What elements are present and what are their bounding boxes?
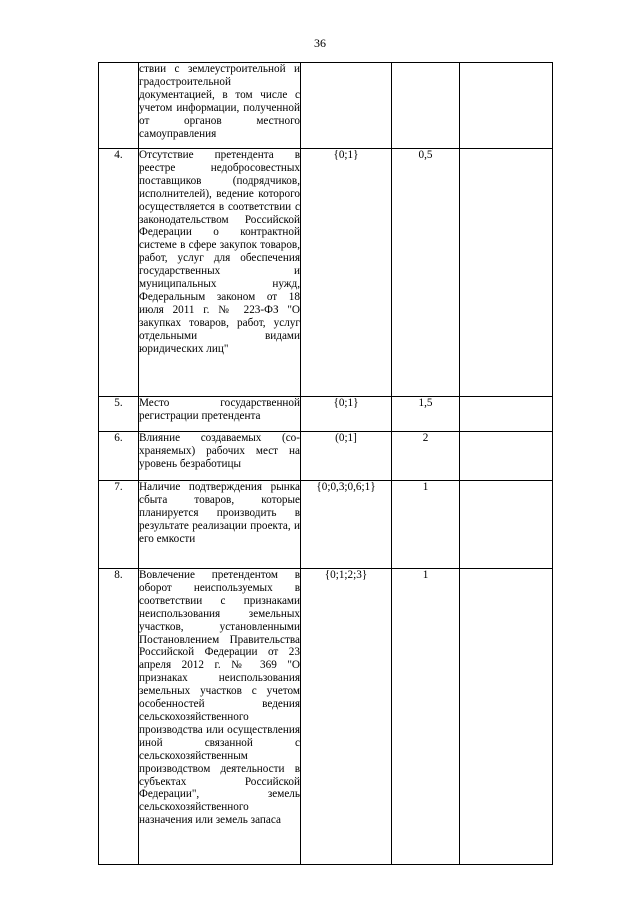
row-number: 6. [99,432,139,481]
criterion-values: {0;0,3;0,6;1} [301,481,392,569]
criterion-extra [460,481,553,569]
table-row [99,569,553,865]
table-row [99,481,553,569]
criterion-values [301,63,392,149]
criterion-extra [460,569,553,865]
criterion-text [139,63,301,149]
criterion-weight [392,63,460,149]
page-number: 36 [314,36,326,50]
criterion-weight: 1,5 [392,397,460,432]
table-row [99,63,553,149]
criterion-values: (0;1] [301,432,392,481]
criterion-extra [460,149,553,397]
criterion-text [139,481,301,569]
criterion-extra [460,397,553,432]
criterion-text [139,432,301,481]
row-number: 8. [99,569,139,865]
criterion-values: {0;1} [301,397,392,432]
criterion-weight: 2 [392,432,460,481]
criterion-text-content: Отсутствие претендента в реестре недобросовестных поставщиков (подрядчиков, исполнителей), ведение которого осуществляется в соответствии с законодательством Российской Федерации о контрактной системе в сфере закупок товаров, работ, услуг для обеспечения государственных и муниципальных нужд, Федеральным законом от 18 июля 2011 г. № 223-ФЗ "О закупках товаров, работ, услуг отдельными видами юридических лиц" [139,149,300,355]
criterion-extra [460,63,553,149]
criterion-text [139,569,301,865]
criterion-text [139,149,301,397]
row-number: 4. [99,149,139,397]
criterion-text-content: Влияние создаваемых (сохраняемых) рабочих мест на уровень безработицы [139,432,300,470]
criterion-text-content: Место государственной регистрации претендента [139,397,300,422]
row-number: 5. [99,397,139,432]
criterion-text-content: Наличие подтверждения рынка сбыта товаров, которые планируется производить в результате реализации проекта, и его емкости [139,481,300,545]
criterion-weight: 1 [392,569,460,865]
criterion-values: {0;1} [301,149,392,397]
criterion-weight: 1 [392,481,460,569]
criteria-table [98,62,553,865]
row-number: 7. [99,481,139,569]
criterion-weight: 0,5 [392,149,460,397]
table-row [99,149,553,397]
row-number [99,63,139,149]
criterion-values: {0;1;2;3} [301,569,392,865]
table-row [99,397,553,432]
criterion-text-content: Вовлечение претендентом в оборот неиспользуемых в соответствии с признаками неиспользования земельных участков, установленными Постановлением Правительства Российской Федерации от 23 апреля 2012 г. № 369 "О признаках неиспользования земельных участков с учетом особенностей ведения сельскохозяйственного производства или осуществления иной связанной с сельскохозяйственным производством деятельности в субъектах Российской Федерации", земель сельскохозяйственного назначения или земель запаса [139,569,300,827]
table-row [99,432,553,481]
criterion-text [139,397,301,432]
criterion-extra [460,432,553,481]
criterion-text-content: ствии с землеустроительной и градостроительной документацией, в том числе с учетом информации, полученной от органов местного самоуправления [139,63,300,140]
